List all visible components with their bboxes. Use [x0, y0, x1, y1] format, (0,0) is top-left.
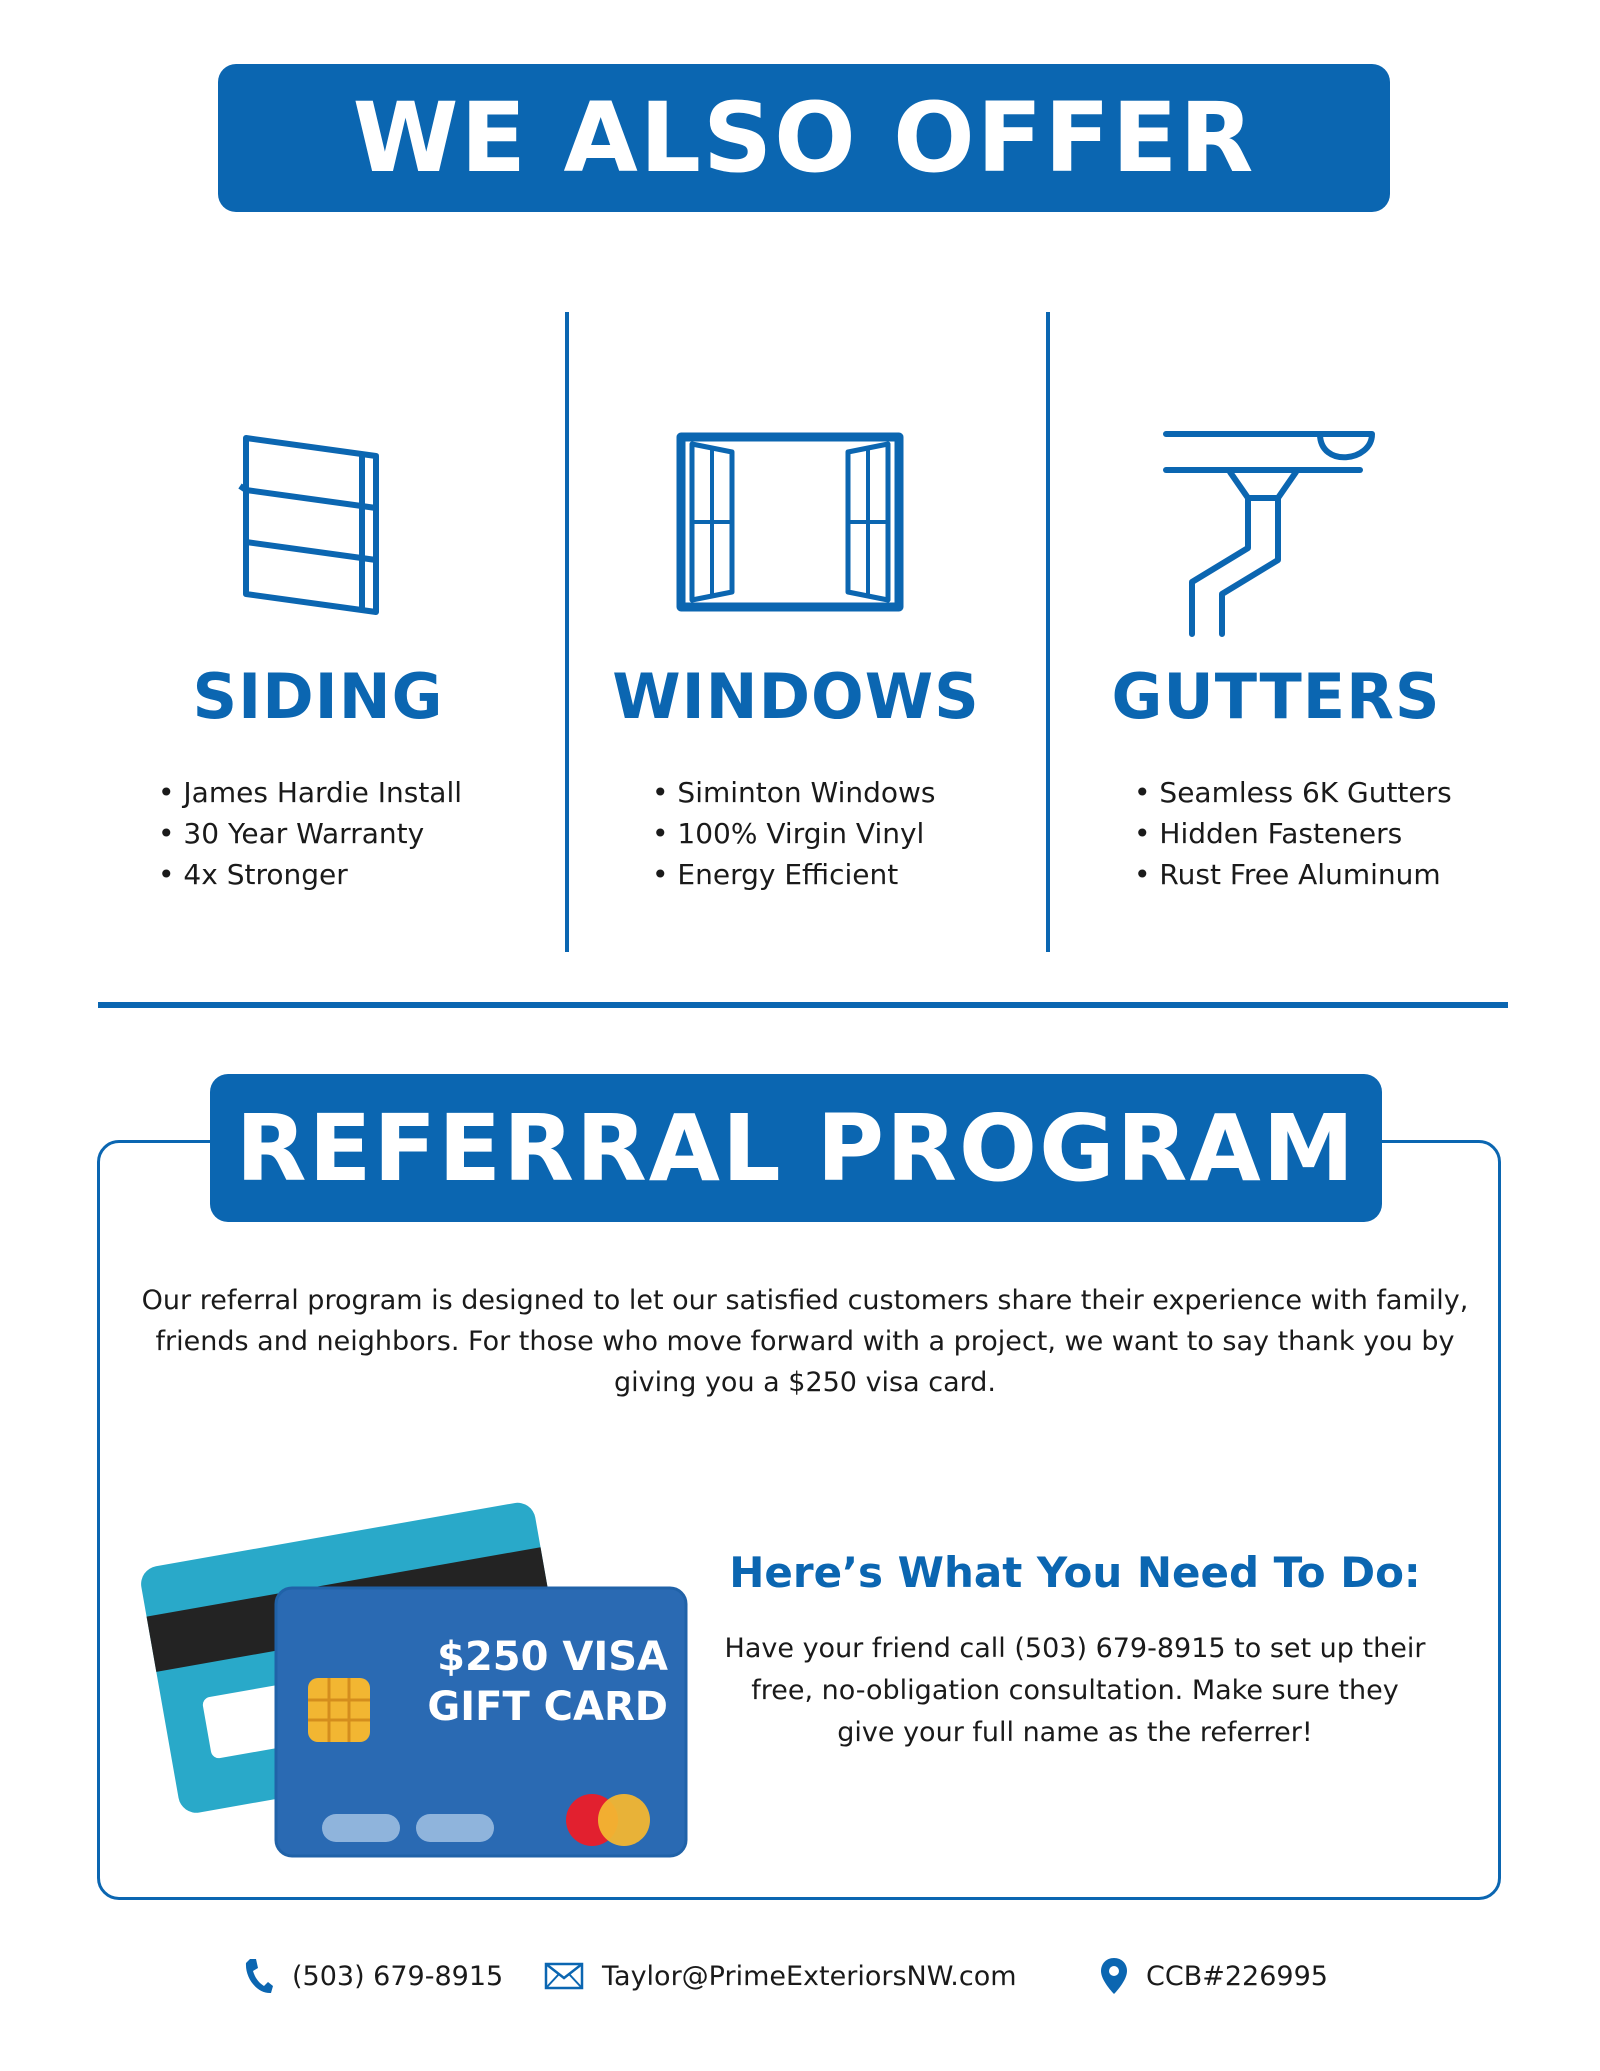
offer-title: WE ALSO OFFER [352, 82, 1256, 194]
list-item: • Hidden Fasteners [1134, 813, 1452, 854]
section-divider [98, 1002, 1508, 1008]
footer-phone-text: (503) 679-8915 [292, 1960, 504, 1992]
gift-card-amount: $250 VISA [437, 1634, 668, 1680]
referral-title: REFERRAL PROGRAM [235, 1094, 1357, 1202]
referral-description: Our referral program is designed to let our satisfied customers share their experience with family, friends and neighbors. For those who move forward with a project, we want to say thank you by giving you a $250 visa card. [141, 1285, 1469, 1398]
footer-email[interactable] [544, 1956, 1017, 1996]
list-item: • Energy Efficient [652, 854, 936, 895]
mail-icon [544, 1962, 584, 1990]
windows-features [652, 772, 936, 895]
gift-card-type: GIFT CARD [427, 1684, 668, 1730]
service-title-gutters: GUTTERS [1111, 660, 1441, 733]
list-item: • Seamless 6K Gutters [1134, 772, 1452, 813]
footer-phone[interactable] [244, 1956, 503, 1996]
service-title-windows: WINDOWS [612, 660, 980, 733]
siding-icon [236, 430, 396, 616]
list-item: • James Hardie Install [158, 772, 462, 813]
steps-text: Have your friend call (503) 679-8915 to set up their free, no-obligation consultation. Make sure they give your full name as the referrer! [724, 1633, 1426, 1748]
list-item: • 4x Stronger [158, 854, 462, 895]
siding-features [158, 772, 462, 895]
footer-license-text: CCB#226995 [1146, 1960, 1328, 1992]
gutter-icon [1160, 428, 1380, 638]
footer-license [1100, 1956, 1328, 1996]
gift-card-label [388, 1632, 668, 1732]
list-item: • 100% Virgin Vinyl [652, 813, 936, 854]
list-item: • Siminton Windows [652, 772, 936, 813]
phone-icon [244, 1957, 274, 1995]
location-pin-icon [1100, 1957, 1128, 1995]
list-item: • 30 Year Warranty [158, 813, 462, 854]
referral-banner [210, 1074, 1382, 1222]
column-divider [565, 312, 569, 952]
window-icon [676, 432, 904, 612]
offer-banner [218, 64, 1390, 212]
footer-email-text: Taylor@PrimeExteriorsNW.com [602, 1960, 1017, 1992]
list-item: • Rust Free Aluminum [1134, 854, 1452, 895]
service-title-siding: SIDING [192, 660, 444, 733]
steps-heading: Here’s What You Need To Do: [729, 1548, 1421, 1597]
gutters-features [1134, 772, 1452, 895]
column-divider [1046, 312, 1050, 952]
